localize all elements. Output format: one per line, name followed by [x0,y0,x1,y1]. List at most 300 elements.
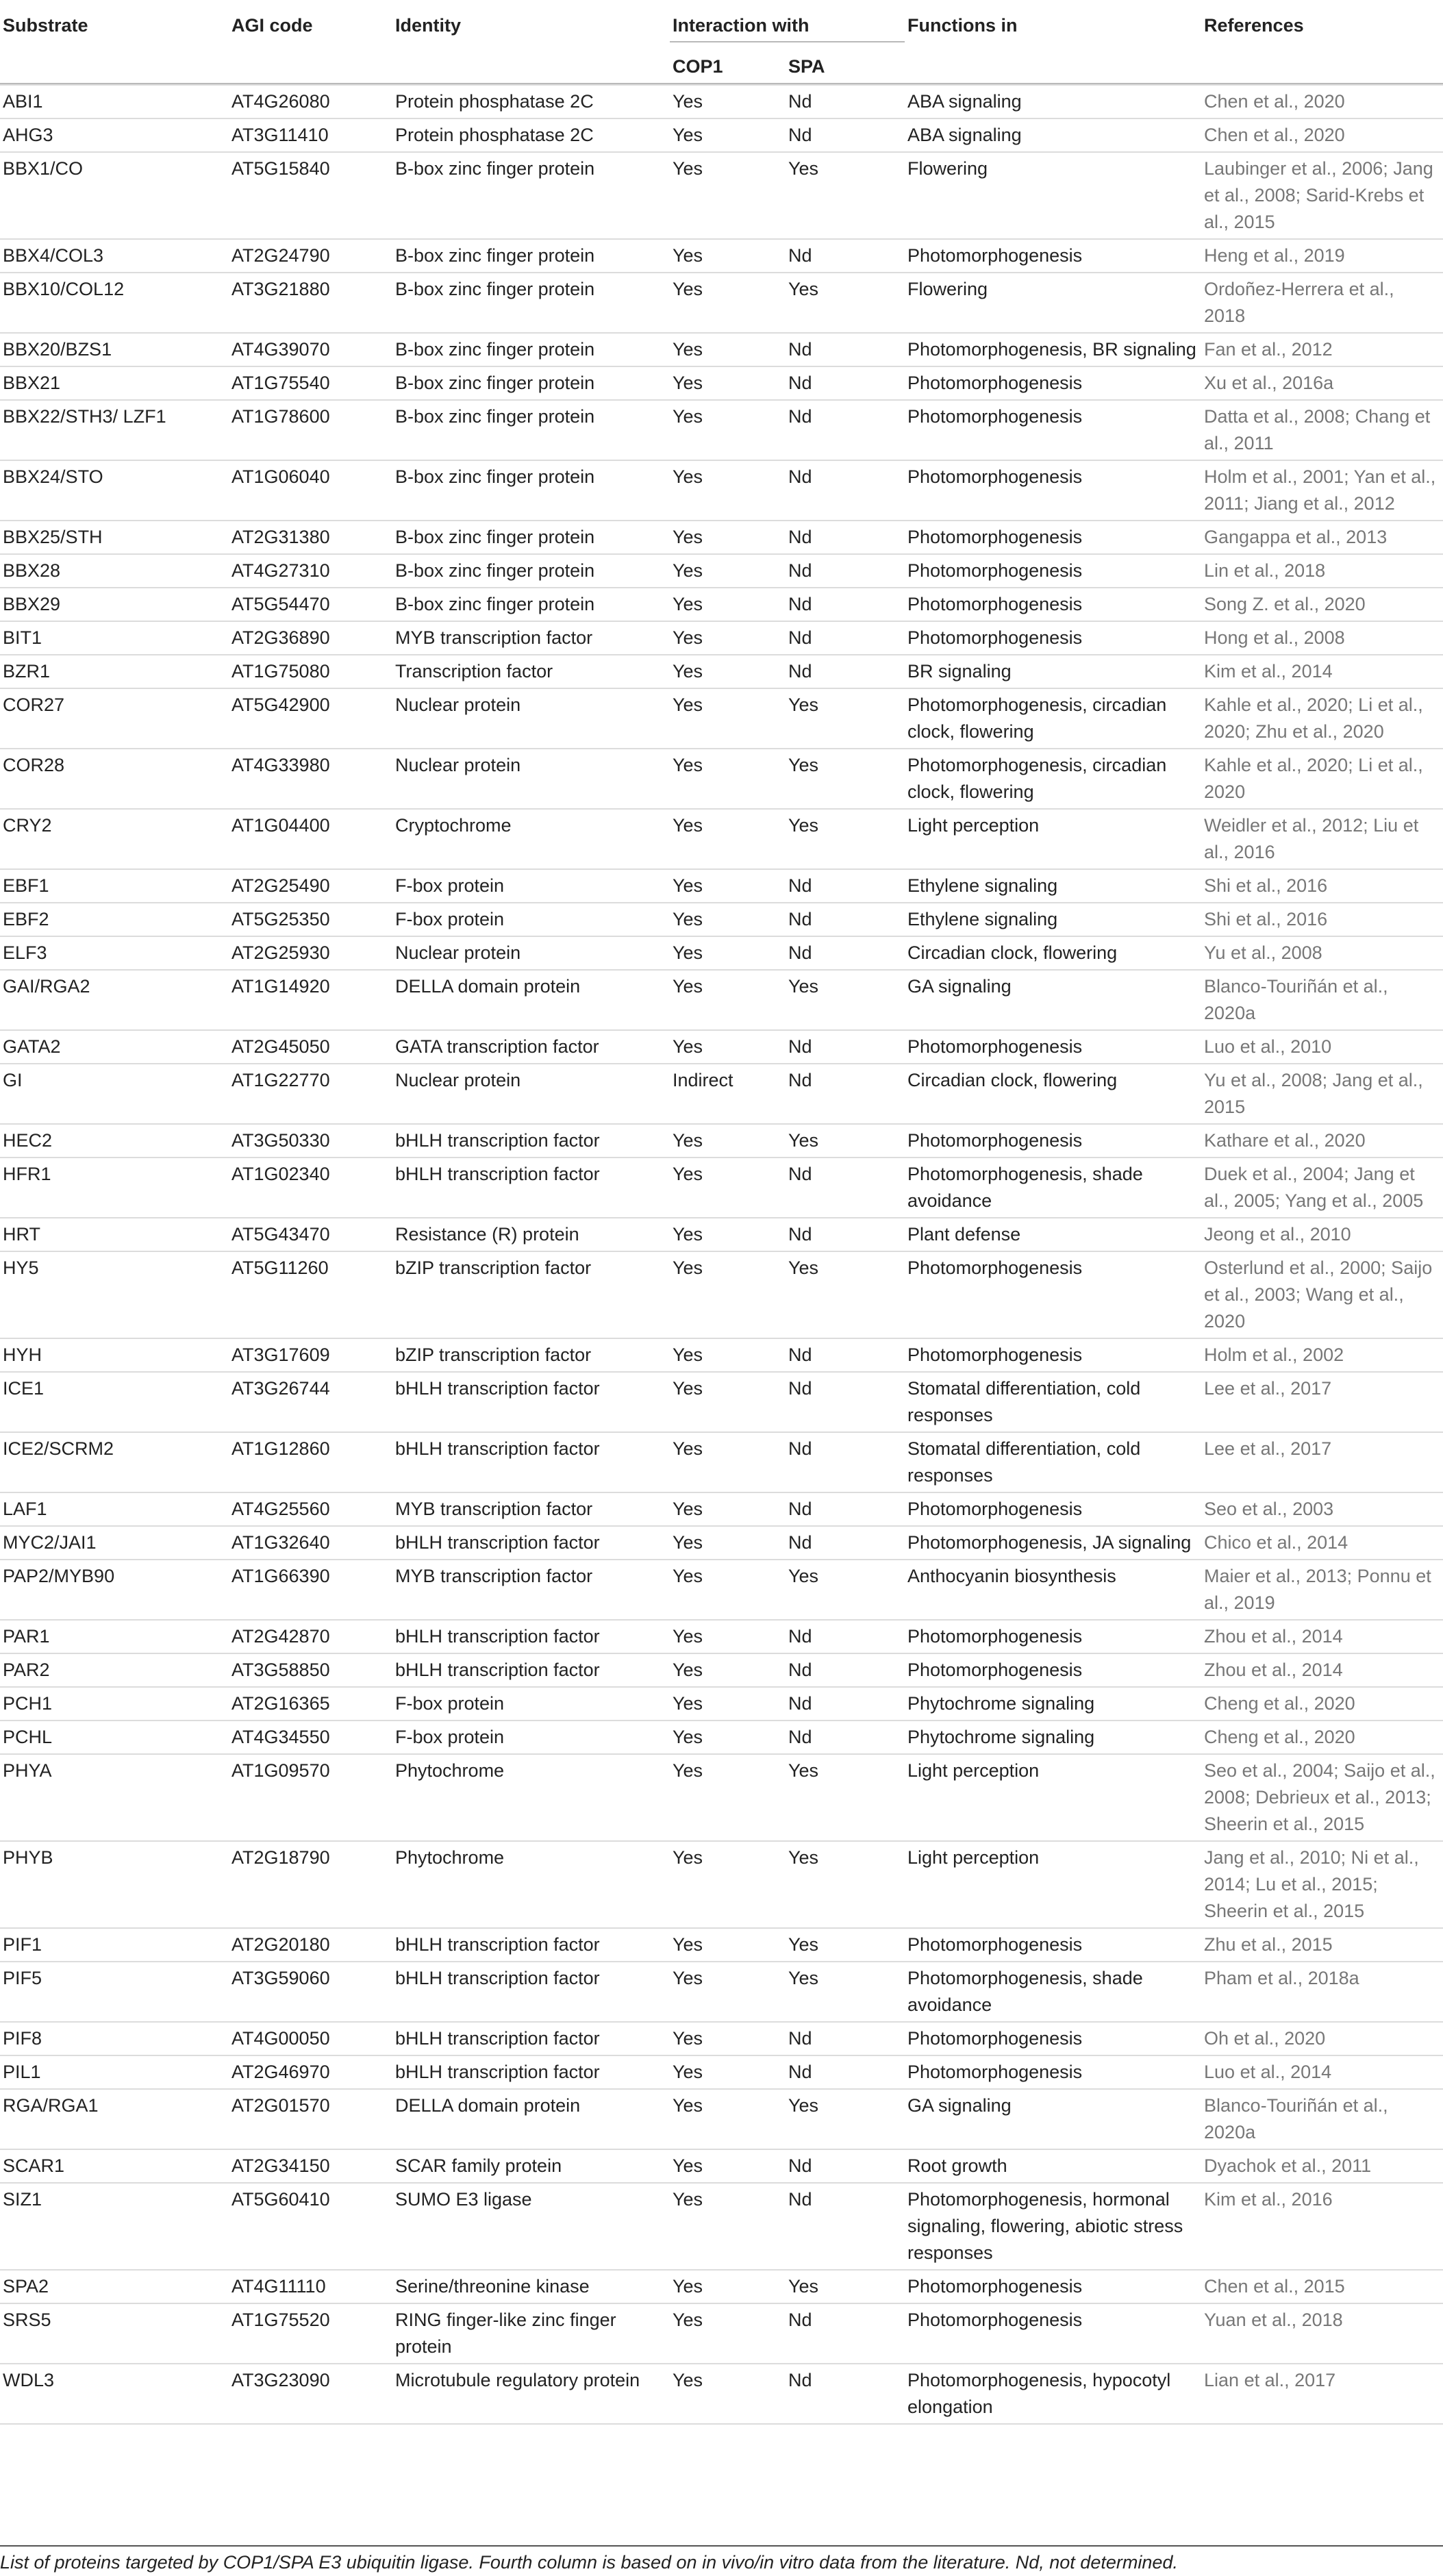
table-header [0,0,1443,85]
cop1-interaction-cell: Yes [670,1687,786,1721]
cop1-interaction-cell: Yes [670,1338,786,1372]
identity-cell: DELLA domain protein [392,2089,670,2149]
function-cell: Photomorphogenesis, shade avoidance [905,1962,1201,2022]
agi-code-cell: AT3G58850 [229,1653,392,1687]
table-row [0,1526,1443,1560]
reference-cell: Heng et al., 2019 [1201,239,1443,273]
agi-code-cell: AT2G20180 [229,1928,392,1962]
identity-cell: bHLH transcription factor [392,1372,670,1432]
header-identity: Identity [395,15,462,36]
reference-cell: Shi et al., 2016 [1201,903,1443,936]
reference-cell: Cheng et al., 2020 [1201,1721,1443,1754]
identity-cell: B-box zinc finger protein [392,460,670,521]
agi-code-cell: AT4G00050 [229,2022,392,2055]
spa-interaction-cell: Yes [786,749,905,809]
header-functions-in: Functions in [907,15,1018,36]
cop1-interaction-cell: Yes [670,1251,786,1338]
spa-interaction-cell: Nd [786,1338,905,1372]
substrate-cell: GATA2 [0,1030,229,1064]
agi-code-cell: AT3G26744 [229,1372,392,1432]
table-row [0,1687,1443,1721]
table-row [0,2270,1443,2303]
function-cell: Photomorphogenesis, shade avoidance [905,1158,1201,1218]
identity-cell: MYB transcription factor [392,1492,670,1526]
table-row [0,936,1443,970]
identity-cell: B-box zinc finger protein [392,333,670,366]
substrate-cell: HFR1 [0,1158,229,1218]
spa-interaction-cell: Nd [786,1064,905,1124]
table-row [0,970,1443,1030]
agi-code-cell: AT1G06040 [229,460,392,521]
agi-code-cell: AT1G22770 [229,1064,392,1124]
function-cell: Ethylene signaling [905,903,1201,936]
function-cell: Photomorphogenesis, hypocotyl elongation [905,2364,1201,2424]
identity-cell: bHLH transcription factor [392,1620,670,1653]
spa-interaction-cell: Nd [786,869,905,903]
function-cell: Photomorphogenesis, circadian clock, flowering [905,749,1201,809]
identity-cell: B-box zinc finger protein [392,239,670,273]
substrate-cell: BZR1 [0,655,229,688]
spa-interaction-cell: Yes [786,2089,905,2149]
spa-interaction-cell: Nd [786,1721,905,1754]
function-cell: Stomatal differentiation, cold responses [905,1372,1201,1432]
reference-cell: Kathare et al., 2020 [1201,1124,1443,1158]
cop1-interaction-cell: Yes [670,1841,786,1928]
spa-interaction-cell: Yes [786,1754,905,1841]
spa-interaction-cell: Nd [786,1620,905,1653]
spa-interaction-cell: Nd [786,1653,905,1687]
reference-cell: Zhou et al., 2014 [1201,1620,1443,1653]
agi-code-cell: AT2G46970 [229,2055,392,2089]
table-row [0,1124,1443,1158]
identity-cell: B-box zinc finger protein [392,366,670,400]
header-references: References [1204,15,1304,36]
table-row [0,333,1443,366]
spa-interaction-cell: Nd [786,903,905,936]
spa-interaction-cell: Nd [786,1526,905,1560]
substrate-cell: PAR2 [0,1653,229,1687]
substrate-cell: PIF1 [0,1928,229,1962]
agi-code-cell: AT3G17609 [229,1338,392,1372]
spa-interaction-cell: Nd [786,400,905,460]
identity-cell: bHLH transcription factor [392,1432,670,1492]
table-row [0,1841,1443,1928]
agi-code-cell: AT4G34550 [229,1721,392,1754]
spa-interaction-cell: Yes [786,1928,905,1962]
identity-cell: SCAR family protein [392,2149,670,2183]
substrate-cell: PIL1 [0,2055,229,2089]
spa-interaction-cell: Nd [786,1492,905,1526]
table-row [0,1620,1443,1653]
substrate-cell: ICE1 [0,1372,229,1432]
identity-cell: Cryptochrome [392,809,670,869]
cop1-interaction-cell: Yes [670,1124,786,1158]
table-row [0,2364,1443,2424]
agi-code-cell: AT4G39070 [229,333,392,366]
agi-code-cell: AT3G50330 [229,1124,392,1158]
reference-cell: Luo et al., 2010 [1201,1030,1443,1064]
substrate-cell: BBX24/STO [0,460,229,521]
cop1-interaction-cell: Yes [670,1218,786,1251]
spa-interaction-cell: Yes [786,273,905,333]
reference-cell: Duek et al., 2004; Jang et al., 2005; Yang et al., 2005 [1201,1158,1443,1218]
table-row [0,1653,1443,1687]
function-cell: Flowering [905,273,1201,333]
substrate-cell: PIF5 [0,1962,229,2022]
cop1-interaction-cell: Yes [670,239,786,273]
table-row [0,1928,1443,1962]
function-cell: Photomorphogenesis [905,1251,1201,1338]
function-cell: Photomorphogenesis [905,1338,1201,1372]
cop1-interaction-cell: Yes [670,1620,786,1653]
function-cell: Photomorphogenesis [905,1124,1201,1158]
cop1-interaction-cell: Yes [670,1962,786,2022]
spa-interaction-cell: Yes [786,1962,905,2022]
substrate-cell: ICE2/SCRM2 [0,1432,229,1492]
table-row [0,460,1443,521]
table-row [0,273,1443,333]
identity-cell: DELLA domain protein [392,970,670,1030]
table-row [0,1492,1443,1526]
spa-interaction-cell: Nd [786,554,905,588]
function-cell: GA signaling [905,2089,1201,2149]
spa-interaction-cell: Nd [786,936,905,970]
table-row [0,2089,1443,2149]
agi-code-cell: AT3G59060 [229,1962,392,2022]
cop1-interaction-cell: Yes [670,460,786,521]
identity-cell: F-box protein [392,1721,670,1754]
reference-cell: Oh et al., 2020 [1201,2022,1443,2055]
reference-cell: Holm et al., 2001; Yan et al., 2011; Jiang et al., 2012 [1201,460,1443,521]
reference-cell: Laubinger et al., 2006; Jang et al., 2008; Sarid-Krebs et al., 2015 [1201,152,1443,239]
cop1-interaction-cell: Yes [670,1721,786,1754]
substrate-cell: SIZ1 [0,2183,229,2270]
identity-cell: B-box zinc finger protein [392,554,670,588]
identity-cell: Protein phosphatase 2C [392,118,670,152]
spa-interaction-cell: Nd [786,621,905,655]
table-row [0,903,1443,936]
agi-code-cell: AT1G75520 [229,2303,392,2364]
identity-cell: B-box zinc finger protein [392,400,670,460]
identity-cell: RING finger-like zinc finger protein [392,2303,670,2364]
cop1-interaction-cell: Yes [670,588,786,621]
identity-cell: bHLH transcription factor [392,2022,670,2055]
reference-cell: Song Z. et al., 2020 [1201,588,1443,621]
spa-interaction-cell: Yes [786,809,905,869]
spa-interaction-cell: Nd [786,2303,905,2364]
cop1-interaction-cell: Yes [670,1030,786,1064]
agi-code-cell: AT1G09570 [229,1754,392,1841]
reference-cell: Kahle et al., 2020; Li et al., 2020; Zhu et al., 2020 [1201,688,1443,749]
substrate-cell: BBX1/CO [0,152,229,239]
substrate-cell: HEC2 [0,1124,229,1158]
table-row [0,366,1443,400]
agi-code-cell: AT2G25930 [229,936,392,970]
function-cell: Photomorphogenesis, circadian clock, flowering [905,688,1201,749]
reference-cell: Yuan et al., 2018 [1201,2303,1443,2364]
table-row [0,1030,1443,1064]
spa-interaction-cell: Nd [786,1030,905,1064]
reference-cell: Lee et al., 2017 [1201,1372,1443,1432]
table-row [0,152,1443,239]
cop1-interaction-cell: Yes [670,1928,786,1962]
spa-interaction-cell: Yes [786,1841,905,1928]
substrate-cell: PCH1 [0,1687,229,1721]
agi-code-cell: AT4G27310 [229,554,392,588]
table-body [0,85,1443,2424]
substrate-cell: SPA2 [0,2270,229,2303]
agi-code-cell: AT1G75080 [229,655,392,688]
reference-cell: Lian et al., 2017 [1201,2364,1443,2424]
reference-cell: Osterlund et al., 2000; Saijo et al., 2003; Wang et al., 2020 [1201,1251,1443,1338]
table-row [0,749,1443,809]
identity-cell: bHLH transcription factor [392,1124,670,1158]
identity-cell: bZIP transcription factor [392,1251,670,1338]
agi-code-cell: AT2G34150 [229,2149,392,2183]
substrate-cell: BBX4/COL3 [0,239,229,273]
function-cell: Phytochrome signaling [905,1687,1201,1721]
substrate-cell: AHG3 [0,118,229,152]
substrate-cell: BBX22/STH3/ LZF1 [0,400,229,460]
identity-cell: bHLH transcription factor [392,2055,670,2089]
function-cell: Anthocyanin biosynthesis [905,1560,1201,1620]
substrate-cell: BBX20/BZS1 [0,333,229,366]
substrate-cell: BBX10/COL12 [0,273,229,333]
table-row [0,588,1443,621]
agi-code-cell: AT1G14920 [229,970,392,1030]
cop1-interaction-cell: Yes [670,970,786,1030]
table-row [0,521,1443,554]
substrate-cell: BBX25/STH [0,521,229,554]
header-spa: SPA [788,56,825,77]
cop1-interaction-cell: Yes [670,1754,786,1841]
spa-interaction-cell: Nd [786,521,905,554]
identity-cell: F-box protein [392,1687,670,1721]
function-cell: Photomorphogenesis, JA signaling [905,1526,1201,1560]
function-cell: Photomorphogenesis [905,2022,1201,2055]
spa-interaction-cell: Nd [786,2022,905,2055]
function-cell: Photomorphogenesis [905,2303,1201,2364]
identity-cell: F-box protein [392,903,670,936]
identity-cell: Phytochrome [392,1754,670,1841]
identity-cell: Nuclear protein [392,688,670,749]
substrate-cell: PIF8 [0,2022,229,2055]
agi-code-cell: AT5G42900 [229,688,392,749]
spa-interaction-cell: Nd [786,2364,905,2424]
cop1-interaction-cell: Yes [670,2089,786,2149]
reference-cell: Maier et al., 2013; Ponnu et al., 2019 [1201,1560,1443,1620]
spa-interaction-cell: Yes [786,688,905,749]
substrate-cell: SCAR1 [0,2149,229,2183]
identity-cell: bHLH transcription factor [392,1653,670,1687]
agi-code-cell: AT5G11260 [229,1251,392,1338]
substrate-cell: MYC2/JAI1 [0,1526,229,1560]
reference-cell: Lin et al., 2018 [1201,554,1443,588]
agi-code-cell: AT1G75540 [229,366,392,400]
function-cell: Photomorphogenesis [905,588,1201,621]
agi-code-cell: AT5G15840 [229,152,392,239]
reference-cell: Kim et al., 2014 [1201,655,1443,688]
reference-cell: Seo et al., 2003 [1201,1492,1443,1526]
agi-code-cell: AT4G33980 [229,749,392,809]
function-cell: Photomorphogenesis, BR signaling [905,333,1201,366]
cop1-interaction-cell: Yes [670,554,786,588]
table-row [0,809,1443,869]
spa-interaction-cell: Nd [786,1687,905,1721]
identity-cell: SUMO E3 ligase [392,2183,670,2270]
function-cell: Photomorphogenesis [905,460,1201,521]
function-cell: GA signaling [905,970,1201,1030]
function-cell: Plant defense [905,1218,1201,1251]
spa-interaction-cell: Yes [786,152,905,239]
substrate-cell: PAP2/MYB90 [0,1560,229,1620]
substrate-cell: BBX21 [0,366,229,400]
substrate-cell: HRT [0,1218,229,1251]
spa-interaction-cell: Nd [786,333,905,366]
cop1-interaction-cell: Yes [670,2183,786,2270]
agi-code-cell: AT5G25350 [229,903,392,936]
reference-cell: Hong et al., 2008 [1201,621,1443,655]
cop1-interaction-cell: Yes [670,333,786,366]
reference-cell: Pham et al., 2018a [1201,1962,1443,2022]
function-cell: Photomorphogenesis, hormonal signaling, flowering, abiotic stress responses [905,2183,1201,2270]
function-cell: Photomorphogenesis [905,554,1201,588]
cop1-interaction-cell: Yes [670,2022,786,2055]
identity-cell: Nuclear protein [392,749,670,809]
spa-interaction-cell: Nd [786,655,905,688]
substrate-cell: BIT1 [0,621,229,655]
function-cell: Circadian clock, flowering [905,936,1201,970]
substrate-cell: PAR1 [0,1620,229,1653]
agi-code-cell: AT2G24790 [229,239,392,273]
table-row [0,1158,1443,1218]
table-row [0,1432,1443,1492]
agi-code-cell: AT1G04400 [229,809,392,869]
function-cell: Photomorphogenesis [905,1653,1201,1687]
table-row [0,1962,1443,2022]
function-cell: Light perception [905,809,1201,869]
substrate-cell: ABI1 [0,85,229,118]
agi-code-cell: AT1G66390 [229,1560,392,1620]
substrate-cell: LAF1 [0,1492,229,1526]
substrate-cell: COR28 [0,749,229,809]
spa-interaction-cell: Nd [786,2183,905,2270]
header-interaction-with: Interaction with [670,0,905,42]
function-cell: Photomorphogenesis [905,521,1201,554]
substrate-cell: PCHL [0,1721,229,1754]
reference-cell: Dyachok et al., 2011 [1201,2149,1443,2183]
cop1-interaction-cell: Yes [670,152,786,239]
agi-code-cell: AT2G36890 [229,621,392,655]
agi-code-cell: AT1G78600 [229,400,392,460]
table-row [0,85,1443,118]
identity-cell: B-box zinc finger protein [392,588,670,621]
function-cell: Photomorphogenesis [905,400,1201,460]
table-row [0,118,1443,152]
identity-cell: bHLH transcription factor [392,1158,670,1218]
reference-cell: Jeong et al., 2010 [1201,1218,1443,1251]
identity-cell: GATA transcription factor [392,1030,670,1064]
cop1-interaction-cell: Yes [670,1560,786,1620]
agi-code-cell: AT1G02340 [229,1158,392,1218]
reference-cell: Ordoñez-Herrera et al., 2018 [1201,273,1443,333]
identity-cell: bHLH transcription factor [392,1928,670,1962]
spa-interaction-cell: Yes [786,1560,905,1620]
cop1-interaction-cell: Yes [670,1653,786,1687]
agi-code-cell: AT2G16365 [229,1687,392,1721]
table-row [0,2183,1443,2270]
substrate-cell: GAI/RGA2 [0,970,229,1030]
substrate-cell: BBX28 [0,554,229,588]
agi-code-cell: AT4G25560 [229,1492,392,1526]
reference-cell: Xu et al., 2016a [1201,366,1443,400]
table-row [0,1372,1443,1432]
spa-interaction-cell: Nd [786,118,905,152]
cop1-interaction-cell: Yes [670,1492,786,1526]
reference-cell: Gangappa et al., 2013 [1201,521,1443,554]
identity-cell: Nuclear protein [392,1064,670,1124]
agi-code-cell: AT2G25490 [229,869,392,903]
reference-cell: Chen et al., 2015 [1201,2270,1443,2303]
cop1-interaction-cell: Yes [670,621,786,655]
reference-cell: Yu et al., 2008; Jang et al., 2015 [1201,1064,1443,1124]
function-cell: ABA signaling [905,85,1201,118]
identity-cell: F-box protein [392,869,670,903]
reference-cell: Chen et al., 2020 [1201,118,1443,152]
table-row [0,2149,1443,2183]
reference-cell: Seo et al., 2004; Saijo et al., 2008; Debrieux et al., 2013; Sheerin et al., 2015 [1201,1754,1443,1841]
function-cell: Photomorphogenesis [905,2270,1201,2303]
function-cell: Photomorphogenesis [905,239,1201,273]
substrate-cell: SRS5 [0,2303,229,2364]
spa-interaction-cell: Nd [786,366,905,400]
cop1-interaction-cell: Yes [670,2303,786,2364]
header-cop1: COP1 [673,56,723,77]
spa-interaction-cell: Nd [786,1218,905,1251]
reference-cell: Weidler et al., 2012; Liu et al., 2016 [1201,809,1443,869]
reference-cell: Shi et al., 2016 [1201,869,1443,903]
reference-cell: Kim et al., 2016 [1201,2183,1443,2270]
spa-interaction-cell: Yes [786,970,905,1030]
agi-code-cell: AT5G60410 [229,2183,392,2270]
substrate-cell: HYH [0,1338,229,1372]
spa-interaction-cell: Nd [786,1158,905,1218]
reference-cell: Yu et al., 2008 [1201,936,1443,970]
identity-cell: bHLH transcription factor [392,1962,670,2022]
substrate-cell: BBX29 [0,588,229,621]
function-cell: Photomorphogenesis [905,621,1201,655]
agi-code-cell: AT2G42870 [229,1620,392,1653]
identity-cell: Protein phosphatase 2C [392,85,670,118]
function-cell: Photomorphogenesis [905,1492,1201,1526]
function-cell: Stomatal differentiation, cold responses [905,1432,1201,1492]
function-cell: Photomorphogenesis [905,1030,1201,1064]
function-cell: Photomorphogenesis [905,2055,1201,2089]
spa-interaction-cell: Nd [786,2149,905,2183]
cop1-interaction-cell: Yes [670,655,786,688]
reference-cell: Zhou et al., 2014 [1201,1653,1443,1687]
identity-cell: Transcription factor [392,655,670,688]
agi-code-cell: AT5G43470 [229,1218,392,1251]
table-row [0,1338,1443,1372]
spa-interaction-cell: Nd [786,460,905,521]
table-row [0,869,1443,903]
identity-cell: MYB transcription factor [392,1560,670,1620]
reference-cell: Jang et al., 2010; Ni et al., 2014; Lu et al., 2015; Sheerin et al., 2015 [1201,1841,1443,1928]
cop1-interaction-cell: Yes [670,869,786,903]
substrate-cell: CRY2 [0,809,229,869]
reference-cell: Luo et al., 2014 [1201,2055,1443,2089]
